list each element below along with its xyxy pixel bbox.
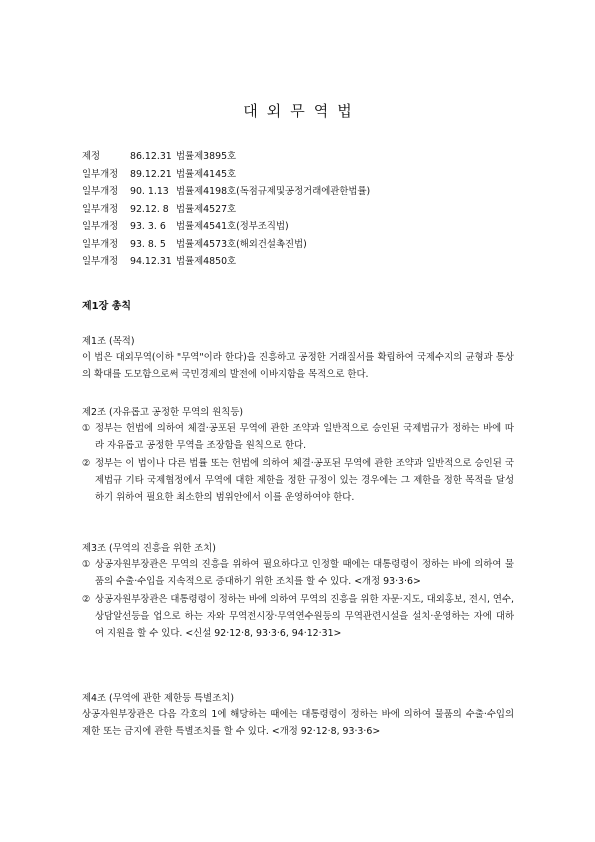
clause-number: ① [82,559,91,570]
article-heading: 제1조 (목적) [82,336,135,347]
document-title: 대외무역법 [243,102,361,120]
chapter-heading: 제1장 총칙 [82,301,132,312]
history-law: 법률제4145호 [176,168,237,180]
history-type: 일부개정 [82,186,119,197]
history-type: 제정 [82,151,101,162]
history-law: 법률제4541호(정부조직법) [176,221,289,232]
history-row [82,148,370,166]
clause-number: ② [82,457,91,469]
amendment-history [82,148,370,271]
history-date: 93. 8. 5 [130,238,166,250]
article-body: 상공자원부장관은 다음 각호의 1에 해당하는 때에는 대통령령이 정하는 바에 의하여 물품의 수출·수입의 제한 또는 금지에 관한 특별조치를 할 수 있다. <개정 92·12·8, 93·3·6> [82,709,514,738]
history-row [82,201,370,219]
history-law: 법률제3895호 [176,151,237,162]
history-law: 법률제4198호(독점규제및공정거래에관한법률) [176,186,371,197]
history-type: 일부개정 [82,256,119,267]
history-type: 일부개정 [82,203,119,215]
history-type: 일부개정 [82,221,119,232]
clause-text: 상공자원부장관은 무역의 진흥을 위하여 필요하다고 인정할 때에는 대통령령이 정하는 바에 의하여 물품의 수출·수입을 지속적으로 증대하기 위한 조치를 할 수 있다. <개정 93·3·6> [95,559,514,588]
article-clause [82,556,514,591]
article-heading: 제3조 (무역의 진흥을 위한 조치) [82,543,216,554]
history-date: 93. 3. 6 [130,221,166,232]
article-body: 이 법은 대외무역(이하 "무역"이라 한다)을 진흥하고 공정한 거래질서를 확립하여 국제수지의 균형과 통상의 확대를 도모함으로써 국민경제의 발전에 이바지함을 목적으로 한다. [82,352,514,381]
history-type: 일부개정 [82,168,119,180]
history-date: 94.12.31 [130,256,172,267]
clause-number: ① [82,423,91,434]
article-clause [82,455,514,507]
history-type: 일부개정 [82,238,119,250]
article-1 [82,333,514,384]
history-law: 법률제4850호 [176,256,237,267]
history-row [82,253,370,271]
history-date: 92.12. 8 [130,203,169,215]
article-heading: 제2조 (자유롭고 공정한 무역의 원칙등) [82,407,244,418]
history-date: 86.12.31 [130,151,172,162]
article-3 [82,540,514,642]
clause-number: ② [82,593,91,605]
history-date: 89.12.21 [130,168,172,180]
clause-text: 상공자원부장관은 대통령령이 정하는 바에 의하여 무역의 진흥을 위한 자문·지도, 대외홍보, 전시, 연수, 상담알선등을 업으로 하는 자와 무역전시장·무역연수원등의 무역관련시설을 설치·운영하는 자에 대하여 지원을 할 수 있다. <신설 92·12·8, 93·3·6, 94·12·31> [95,593,514,640]
history-date: 90. 1.13 [130,186,169,197]
article-heading: 제4조 (무역에 관한 제한등 특별조치) [82,693,234,704]
history-row [82,166,370,184]
history-row [82,218,370,236]
clause-text: 정부는 이 법이나 다른 법률 또는 헌법에 의하여 체결·공포된 무역에 관한 조약과 일반적으로 승인된 국제법규 기타 국제협정에서 무역에 대한 제한을 정한 규정이 있는 경우에는 그 제한을 정한 목적을 달성하기 위하여 필요한 최소한의 범위안에서 이를 운영하여야 한다. [95,457,514,504]
article-4 [82,690,514,741]
article-clause [82,591,514,643]
history-law: 법률제4573호(해외건설촉진법) [176,238,307,250]
clause-text: 정부는 헌법에 의하여 체결·공포된 무역에 관한 조약과 일반적으로 승인된 국제법규가 정하는 바에 따라 자유롭고 공정한 무역을 조장함을 원칙으로 한다. [95,423,514,452]
article-2 [82,404,514,506]
article-clause [82,420,514,455]
history-row [82,236,370,254]
history-law: 법률제4527호 [176,203,237,215]
history-row [82,183,370,201]
